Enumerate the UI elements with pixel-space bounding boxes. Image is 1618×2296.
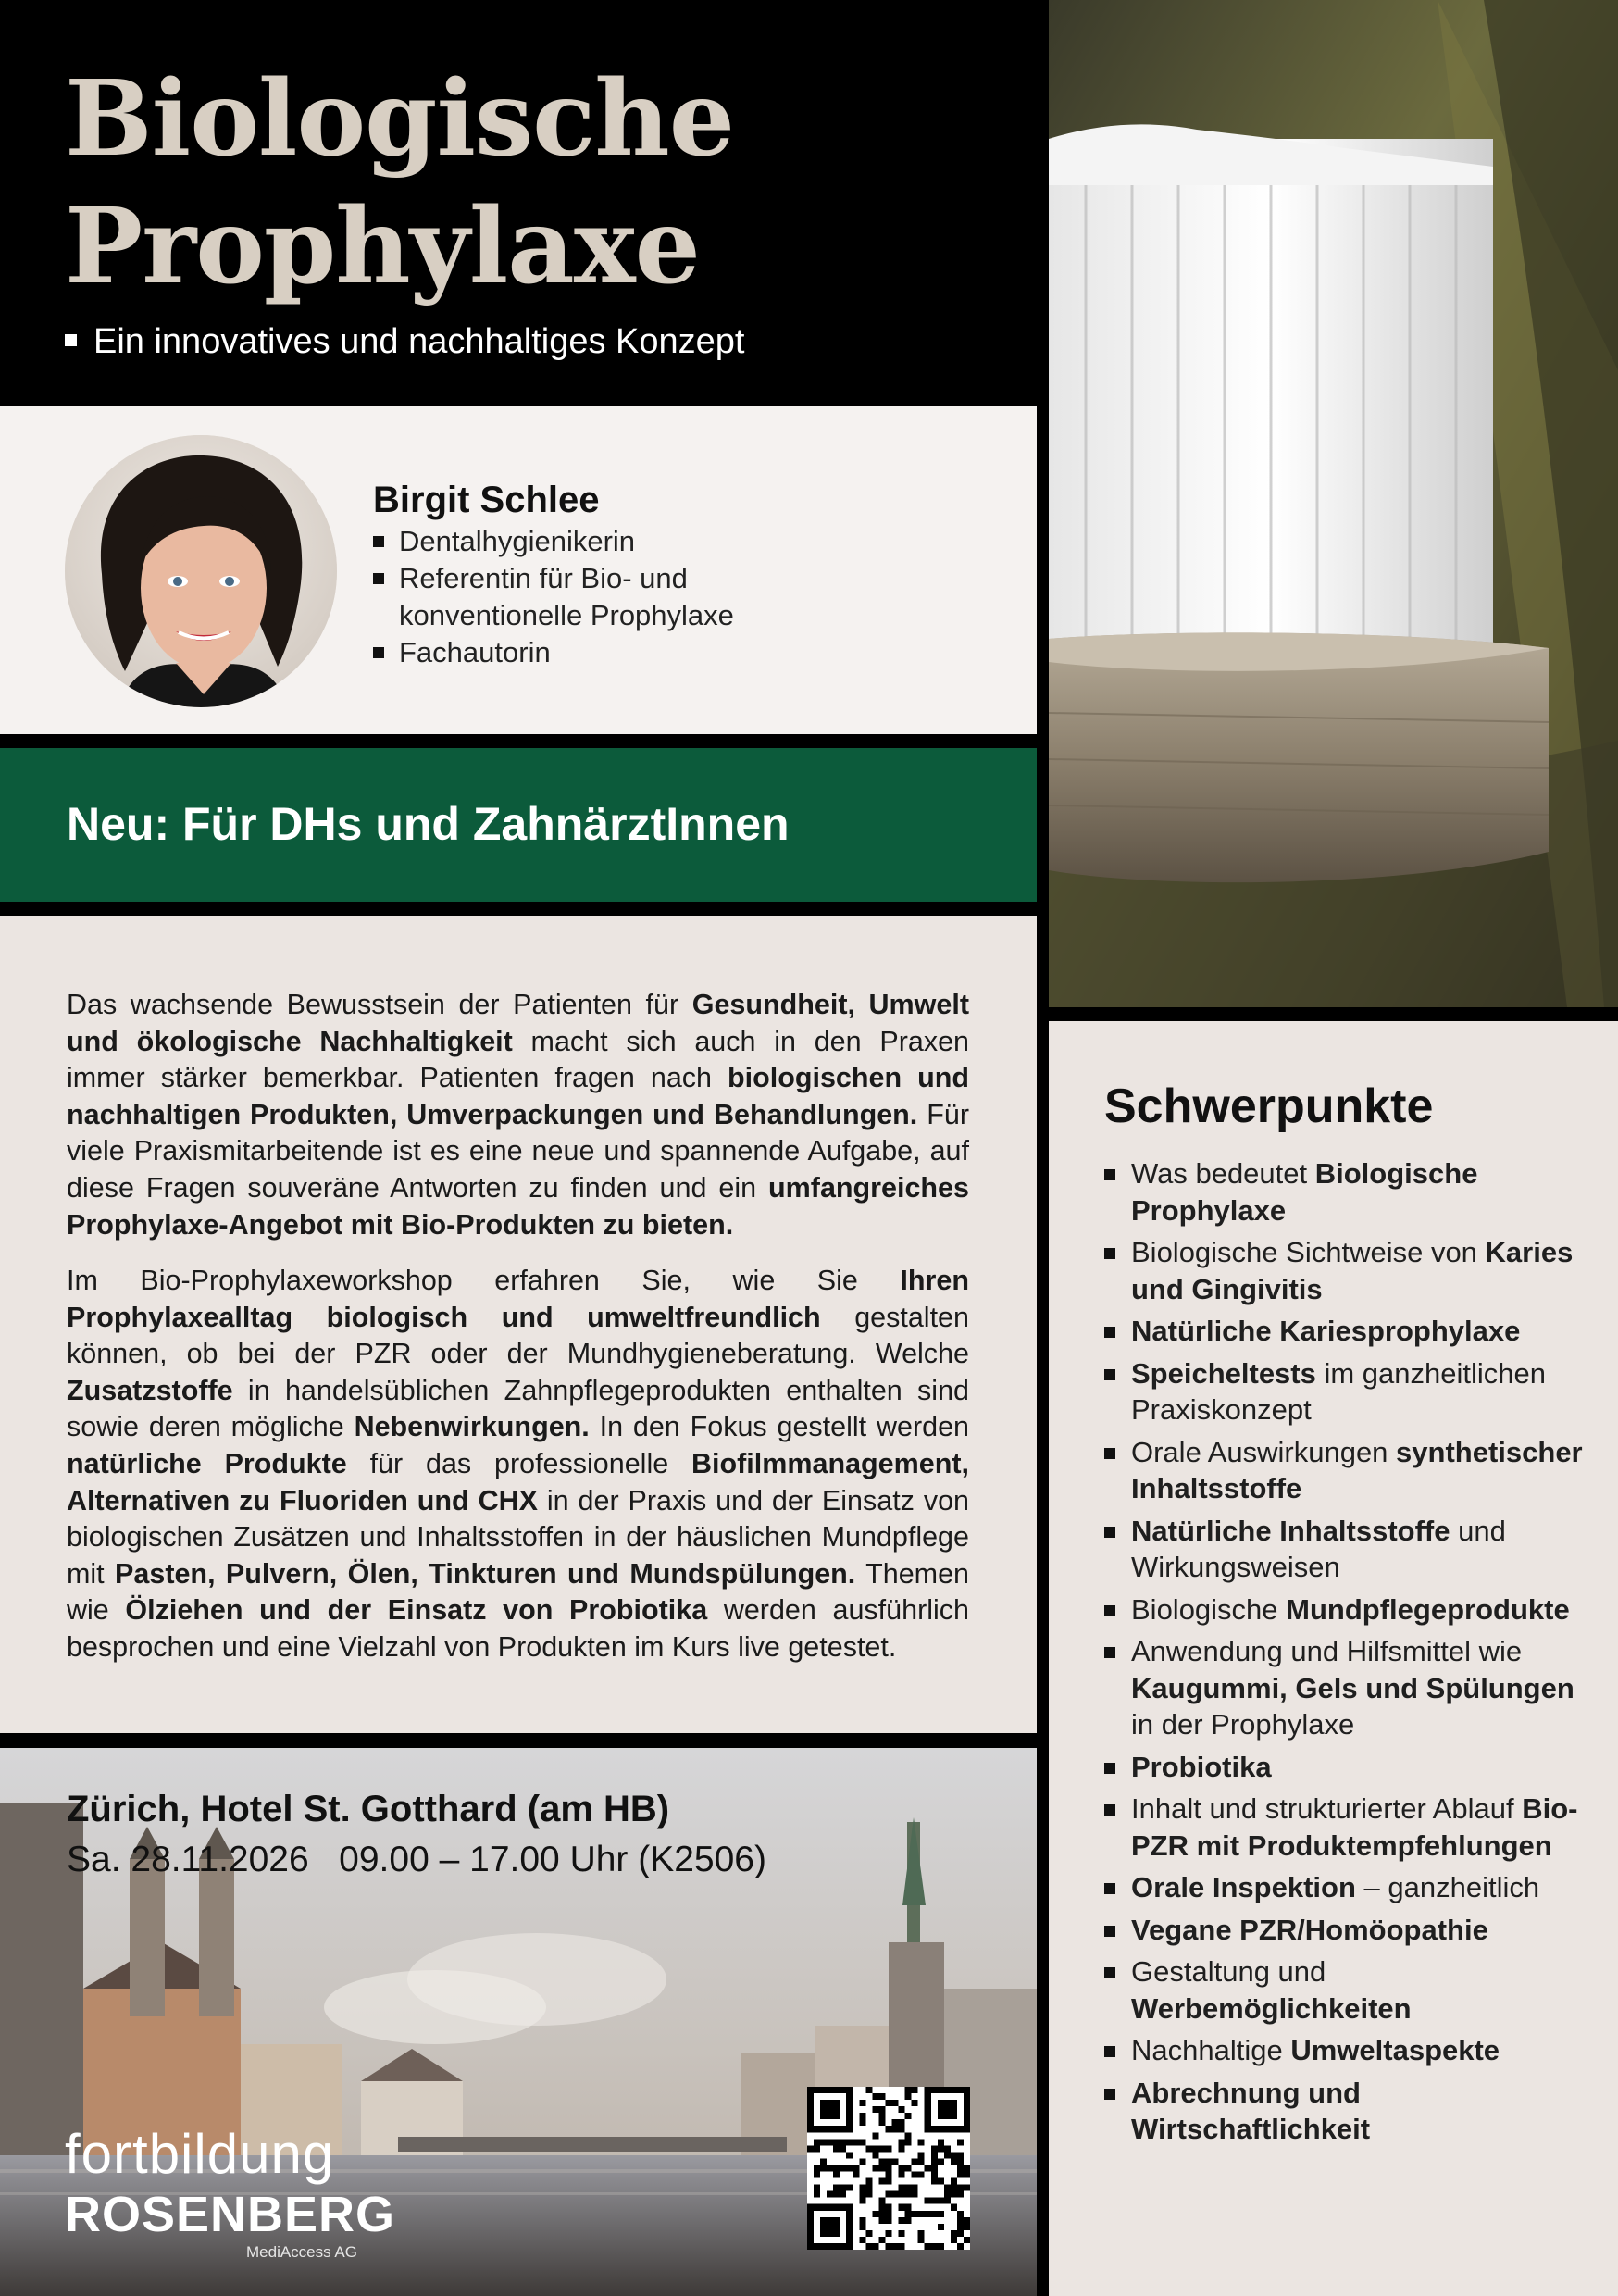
focus-topic-item bbox=[1104, 1591, 1586, 1628]
focus-topic-item bbox=[1104, 1869, 1586, 1906]
focus-topics-title: Schwerpunkte bbox=[1104, 1079, 1434, 1133]
event-date: Sa. 28.11.2026 09.00 – 17.00 Uhr (K2506) bbox=[67, 1840, 766, 1879]
bold-text: biologischen und nachhaltigen Produkten, Umverpackungen und Behandlungen. bbox=[67, 1062, 969, 1130]
text-run: und Wirkungsweisen bbox=[1131, 1514, 1506, 1583]
bold-text: Abrechnung und Wirtschaftlichkeit bbox=[1131, 2076, 1371, 2145]
text-run: Gestaltung und bbox=[1131, 1955, 1326, 1988]
bold-text: umfangreiches Prophylaxe-Angebot mit Bio-Produkten zu bieten. bbox=[67, 1171, 969, 1241]
bold-text: Bio-PZR mit Produktempfehlungen bbox=[1131, 1792, 1578, 1862]
bold-text: Ölziehen und der Einsatz von Probiotika bbox=[125, 1594, 708, 1627]
focus-topic-item bbox=[1104, 1313, 1586, 1350]
qr-code-icon bbox=[807, 2087, 970, 2250]
bold-text: Zusatzstoffe bbox=[67, 1374, 233, 1406]
target-audience-text: Neu: Für DHs und ZahnärztInnen bbox=[67, 798, 790, 850]
speaker-role: Dentalhygienikerin bbox=[373, 523, 788, 560]
focus-topic-item bbox=[1104, 1234, 1586, 1307]
bold-text: Vegane PZR/Homöopathie bbox=[1131, 1913, 1488, 1946]
bold-text: Kaugummi, Gels und Spülungen bbox=[1131, 1671, 1574, 1704]
qr-code[interactable] bbox=[807, 2087, 970, 2250]
text-run: werden ausführlich besprochen und eine Vielzahl von Produkten im Kurs live getestet. bbox=[67, 1594, 969, 1663]
focus-topic-item bbox=[1104, 1791, 1586, 1864]
text-run: in der Praxis und der Einsatz von biologischen Zusätzen und Inhaltsstoffen in der häuslichen Mundpflege mit bbox=[67, 1484, 970, 1590]
text-run: Biologische bbox=[1131, 1592, 1287, 1626]
text-run: Themen wie bbox=[67, 1557, 970, 1627]
bold-text: Biofilmmanagement, Alternativen zu Fluoriden und CHX bbox=[67, 1447, 969, 1516]
text-run: Nachhaltige bbox=[1131, 2034, 1291, 2066]
text-run: Orale Auswirkungen bbox=[1131, 1435, 1397, 1468]
text-run: in der Prophylaxe bbox=[1131, 1708, 1355, 1741]
focus-topic-item bbox=[1104, 1513, 1586, 1586]
bold-text: Umweltaspekte bbox=[1290, 2034, 1500, 2066]
focus-topic-item bbox=[1104, 2075, 1586, 2148]
bold-text: Mundpflegeprodukte bbox=[1286, 1592, 1570, 1626]
bold-text: Gesundheit, Umwelt und ökologische Nachhaltigkeit bbox=[67, 989, 969, 1057]
event-location: Zürich, Hotel St. Gotthard (am HB) bbox=[67, 1789, 670, 1829]
bold-text: Biologische Prophylaxe bbox=[1131, 1157, 1478, 1227]
brand-line-1: fortbildung bbox=[65, 2123, 335, 2185]
text-run: Für viele Praxismitarbeitende ist es eine neue und spannende Aufgabe, auf diese Fragen souveräne Antworten zu finden und ein bbox=[67, 1098, 969, 1204]
text-run: – ganzheitlich bbox=[1355, 1871, 1540, 1903]
text-run: Das wachsende Bewusstsein der Patienten für bbox=[67, 989, 692, 1020]
description-paragraph-2 bbox=[67, 1263, 969, 1666]
bold-text: Natürliche Kariesprophylaxe bbox=[1131, 1315, 1521, 1347]
text-run: In den Fokus gestellt werden bbox=[589, 1411, 970, 1443]
focus-topic-item bbox=[1104, 1749, 1586, 1786]
description-paragraph-1 bbox=[67, 987, 969, 1243]
text-run: im ganzheitlichen Praxiskonzept bbox=[1131, 1356, 1547, 1426]
toothbrush-photo bbox=[1049, 0, 1618, 1007]
bold-text: Orale Inspektion bbox=[1131, 1871, 1356, 1903]
text-run: in handelsüblichen Zahnpflegeprodukten enthalten sind sowie deren mögliche bbox=[67, 1374, 969, 1443]
subtitle bbox=[65, 319, 744, 364]
brand-line-2: ROSENBERG bbox=[65, 2187, 396, 2242]
focus-topic-item bbox=[1104, 2032, 1586, 2069]
focus-topic-item bbox=[1104, 1155, 1586, 1229]
focus-topic-item bbox=[1104, 1355, 1586, 1429]
bold-text: synthetischer Inhaltsstoffe bbox=[1131, 1435, 1583, 1504]
speaker-roles-list bbox=[373, 523, 788, 671]
subtitle-text: Ein innovatives und nachhaltiges Konzept bbox=[93, 322, 745, 361]
focus-topics-list bbox=[1104, 1155, 1586, 2153]
bold-text: Pasten, Pulvern, Ölen, Tinkturen und Mundspülungen. bbox=[115, 1557, 856, 1590]
text-run: für das professionelle bbox=[346, 1447, 692, 1479]
text-run: Im Bio-Prophylaxeworkshop erfahren Sie, wie Sie bbox=[67, 1265, 901, 1296]
text-run: macht sich auch in den Praxen immer stärker bemerkbar. Patienten fragen nach bbox=[67, 1025, 969, 1094]
focus-topic-item bbox=[1104, 1953, 1586, 2027]
title-line-1: Biologische bbox=[65, 58, 734, 180]
bold-text: Nebenwirkungen. bbox=[354, 1411, 590, 1443]
bold-text: Natürliche Inhaltsstoffe bbox=[1131, 1514, 1450, 1547]
bold-text: natürliche Produkte bbox=[67, 1447, 347, 1479]
speaker-role: Referentin für Bio- und konventionelle Prophylaxe bbox=[373, 560, 788, 634]
bold-text: Speicheltests bbox=[1131, 1356, 1316, 1390]
brand-line-3: MediAccess AG bbox=[246, 2243, 357, 2261]
focus-topic-item bbox=[1104, 1912, 1586, 1949]
bold-text: Werbemöglichkeiten bbox=[1131, 1991, 1412, 2025]
text-run: Was bedeutet bbox=[1131, 1157, 1315, 1190]
bold-text: Probiotika bbox=[1131, 1750, 1272, 1783]
speaker-portrait bbox=[65, 435, 337, 707]
toothbrush-image bbox=[1049, 0, 1618, 1007]
text-run: Biologische Sichtweise von bbox=[1131, 1236, 1486, 1268]
speaker-role: Fachautorin bbox=[373, 634, 788, 671]
bold-text: Ihren Prophylaxealltag biologisch und umweltfreundlich bbox=[67, 1265, 969, 1333]
page-title bbox=[65, 56, 734, 311]
bold-text: Karies und Gingivitis bbox=[1131, 1236, 1574, 1305]
title-line-2: Prophylaxe bbox=[65, 186, 700, 307]
speaker-name: Birgit Schlee bbox=[373, 480, 600, 520]
text-run: Anwendung und Hilfsmittel wie bbox=[1131, 1635, 1523, 1667]
portrait-image bbox=[65, 435, 337, 707]
text-run: gestalten können, ob bei der PZR oder der Mundhygieneberatung. Welche bbox=[67, 1301, 969, 1370]
focus-topic-item bbox=[1104, 1434, 1586, 1507]
text-run: Inhalt und strukturierter Ablauf bbox=[1131, 1792, 1523, 1825]
bullet-square-icon bbox=[65, 334, 77, 346]
focus-topic-item bbox=[1104, 1633, 1586, 1743]
